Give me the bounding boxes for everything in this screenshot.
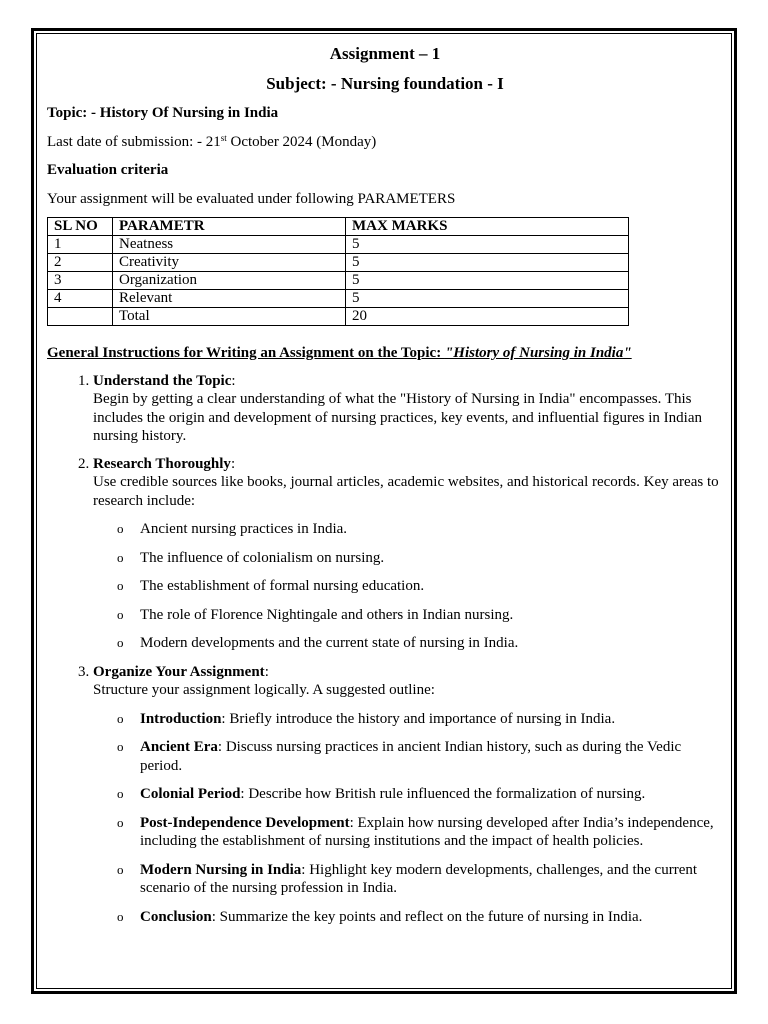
instructions-title-topic: "History of Nursing in India": [444, 345, 632, 361]
list-item: [140, 814, 723, 851]
instructions-title: [47, 344, 723, 363]
table-row: [48, 272, 629, 290]
outline-desc: : Describe how British rule influenced the formalization of nursing.: [240, 786, 646, 802]
outline-term: Post-Independence Development: [140, 814, 350, 831]
outline-term: Colonial Period: [140, 786, 241, 802]
list-item: [140, 785, 723, 804]
instructions-title-prefix: General Instructions for Writing an Assignment on the Topic:: [47, 345, 445, 361]
instruction-text: Structure your assignment logically. A suggested outline:: [93, 682, 435, 698]
cell-sl: 4: [48, 290, 113, 308]
list-item: o The establishment of formal nursing education.: [140, 577, 723, 596]
research-areas-list: [93, 520, 723, 653]
cell-sl: [48, 308, 113, 326]
table-row: [48, 236, 629, 254]
instruction-item: 2. Research Thoroughly: Use credible sources like books, journal articles, academic websites, and historical records. Key areas to research include: o Ancient nursing practices in India. o The influence of colonialism on nursing. o The establishment of formal nursing education. o The role of Florence Nightingale and others in Indian nursing. o Modern developments and the current state of nursing in India.: [93, 455, 723, 653]
assignment-title: Assignment – 1: [329, 44, 441, 63]
list-item: [140, 710, 723, 729]
cell-marks: 5: [346, 272, 629, 290]
instruction-heading: Research Thoroughly: [93, 455, 231, 472]
cell-marks: 20: [346, 308, 629, 326]
instruction-text: Begin by getting a clear understanding of what the "History of Nursing in India" encompasses. This includes the origin and development of nursing practices, key events, and influential figures in Indian nursing history.: [93, 391, 702, 444]
cell-sl: 2: [48, 254, 113, 272]
cell-parameter: Creativity: [113, 254, 346, 272]
instruction-item: 1. Understand the Topic: Begin by getting a clear understanding of what the "History of Nursing in India" encompasses. This includes the origin and development of nursing practices, key events, and influential figures in Indian nursing history.: [93, 372, 723, 446]
list-item: o The influence of colonialism on nursing.: [140, 549, 723, 568]
instruction-item: 3. Organize Your Assignment: Structure your assignment logically. A suggested outline: o Introduction: Briefly introduce the history and importance of nursing in India. o Ancient Era: Discuss nursing practices in ancient Indian history, such as during the Vedic period. o Colonial Period: Describe how British rule influenced the formalization of nursing. o Post-Independence Development: Explain how nursing developed after India’s independence, including the establishment of nursing institutions and the impact of health policies. o Modern Nursing in India: Highlight key modern developments, challenges, and the current scenario of the nursing profession in India. o Conclusion: Summarize the key points and reflect on the future of nursing in India.: [93, 663, 723, 927]
evaluation-intro: Your assignment will be evaluated under following PARAMETERS: [47, 190, 456, 207]
cell-parameter: Neatness: [113, 236, 346, 254]
cell-sl: 3: [48, 272, 113, 290]
outline-term: Ancient Era: [140, 739, 218, 755]
list-item: [140, 908, 723, 927]
outline-list: [93, 710, 723, 927]
evaluation-table: [47, 217, 629, 326]
cell-parameter: Organization: [113, 272, 346, 290]
table-row: [48, 254, 629, 272]
topic-line: Topic: - History Of Nursing in India: [47, 105, 279, 121]
instruction-text: Use credible sources like books, journal articles, academic websites, and historical records. Key areas to research include:: [93, 474, 719, 509]
outline-term: Conclusion: [140, 908, 212, 925]
list-item: o Modern developments and the current state of nursing in India.: [140, 634, 723, 653]
header-max-marks: MAX MARKS: [346, 218, 629, 236]
list-item: o The role of Florence Nightingale and others in Indian nursing.: [140, 606, 723, 625]
outline-term: Modern Nursing in India: [140, 861, 302, 878]
outline-desc: : Highlight key modern developments, challenges, and the current scenario of the nursing profession in India.: [140, 861, 698, 896]
table-row: [48, 290, 629, 308]
cell-marks: 5: [346, 236, 629, 254]
outline-term: Introduction: [140, 710, 222, 727]
outline-desc: : Explain how nursing developed after India’s independence, including the establishment of nursing institutions and the impact of health policies.: [140, 814, 714, 849]
list-item: [140, 738, 723, 775]
instructions-list: [47, 372, 723, 927]
document-body: [47, 40, 723, 936]
list-item: [140, 861, 723, 898]
cell-marks: 5: [346, 254, 629, 272]
cell-marks: 5: [346, 290, 629, 308]
table-total-row: [48, 308, 629, 326]
submission-rest: October 2024 (Monday): [226, 133, 377, 150]
outline-desc: : Discuss nursing practices in ancient Indian history, such as during the Vedic period.: [140, 739, 682, 774]
table-header-row: [48, 218, 629, 236]
header-sl-no: SL NO: [48, 218, 113, 236]
subject-title: Subject: - Nursing foundation - I: [266, 74, 504, 93]
outline-desc: : Briefly introduce the history and importance of nursing in India.: [221, 710, 616, 727]
evaluation-heading: Evaluation criteria: [47, 162, 169, 178]
list-item: o Ancient nursing practices in India.: [140, 520, 723, 539]
cell-parameter: Total: [113, 308, 346, 326]
outline-desc: : Summarize the key points and reflect on the future of nursing in India.: [211, 908, 643, 925]
header-parameter: PARAMETR: [113, 218, 346, 236]
cell-parameter: Relevant: [113, 290, 346, 308]
submission-ordinal: st: [220, 132, 227, 143]
instruction-heading: Understand the Topic: [93, 372, 232, 389]
cell-sl: 1: [48, 236, 113, 254]
instruction-heading: Organize Your Assignment: [93, 663, 265, 680]
submission-date: [47, 133, 723, 152]
submission-label: Last date of submission: - 21: [47, 133, 221, 150]
